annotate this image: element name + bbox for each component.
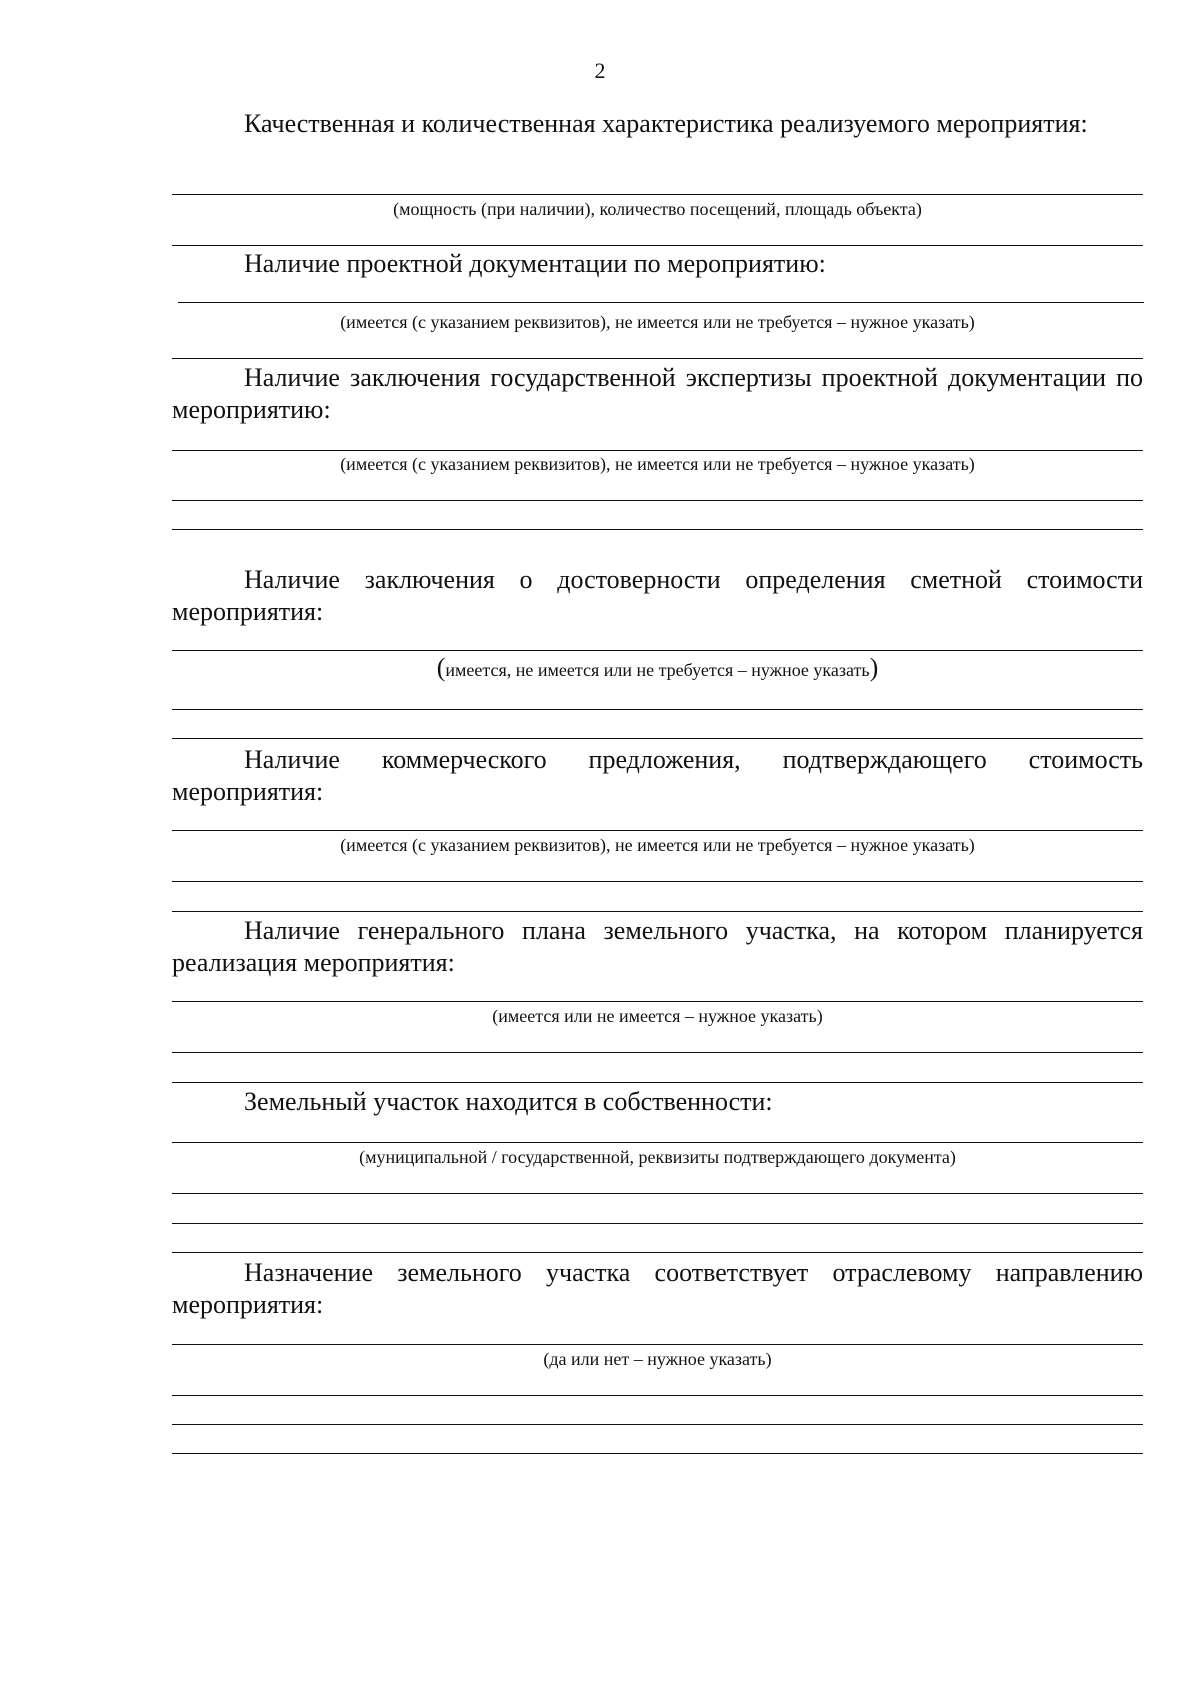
section-2-hint: (имеется (с указанием реквизитов), не имеется или не требуется – нужное указать)	[340, 312, 975, 332]
section-6-hint: (имеется или не имеется – нужное указать)	[492, 1006, 823, 1026]
section-5-hint: (имеется (с указанием реквизитов), не имеется или не требуется – нужное указать)	[340, 835, 975, 855]
fill-line[interactable]	[172, 450, 1143, 451]
fill-line[interactable]	[172, 1223, 1143, 1224]
fill-line[interactable]	[178, 302, 1144, 303]
fill-line[interactable]	[172, 738, 1143, 739]
fill-line[interactable]	[172, 1252, 1143, 1253]
section-6-text: Наличие генерального плана земельного участка, на котором планируется реализация мероприятия:	[172, 916, 1143, 977]
fill-line[interactable]	[172, 1453, 1143, 1454]
fill-line[interactable]	[172, 1344, 1143, 1345]
fill-line[interactable]	[172, 650, 1143, 651]
fill-line[interactable]	[172, 500, 1143, 501]
fill-line[interactable]	[172, 358, 1143, 359]
section-5-text: Наличие коммерческого предложения, подтверждающего стоимость мероприятия:	[172, 745, 1143, 806]
section-3-text: Наличие заключения государственной экспертизы проектной документации по мероприятию:	[172, 363, 1143, 424]
section-7-hint: (муниципальной / государственной, реквизиты подтверждающего документа)	[359, 1147, 956, 1167]
section-3-hint: (имеется (с указанием реквизитов), не имеется или не требуется – нужное указать)	[340, 454, 975, 474]
fill-line[interactable]	[172, 529, 1143, 530]
section-4-text: Наличие заключения о достоверности определения сметной стоимости мероприятия:	[172, 565, 1143, 626]
section-4-hint	[172, 653, 1143, 682]
fill-line[interactable]	[172, 911, 1143, 912]
fill-line[interactable]	[172, 1193, 1143, 1194]
fill-line[interactable]	[172, 709, 1143, 710]
fill-line[interactable]	[172, 1052, 1143, 1053]
fill-line[interactable]	[172, 1395, 1143, 1396]
hint-close-paren: )	[869, 653, 879, 682]
fill-line[interactable]	[172, 194, 1143, 195]
section-8-text: Назначение земельного участка соответствует отраслевому направлению мероприятия:	[172, 1258, 1143, 1319]
page-number: 2	[594, 58, 606, 83]
fill-line[interactable]	[172, 1424, 1143, 1425]
hint-open-paren: (	[436, 653, 446, 682]
section-1-text: Качественная и количественная характеристика реализуемого мероприятия:	[244, 109, 1088, 138]
section-7-text: Земельный участок находится в собственности:	[244, 1087, 773, 1116]
section-2-text: Наличие проектной документации по мероприятию:	[244, 249, 826, 278]
section-1-hint: (мощность (при наличии), количество посещений, площадь объекта)	[393, 199, 922, 219]
fill-line[interactable]	[172, 881, 1143, 882]
fill-line[interactable]	[172, 1082, 1143, 1083]
fill-line[interactable]	[172, 1001, 1143, 1002]
section-8-hint: (да или нет – нужное указать)	[543, 1349, 772, 1369]
section-4-hint-text: имеется, не имеется или не требуется – нужное указать	[445, 660, 870, 680]
fill-line[interactable]	[172, 1142, 1143, 1143]
fill-line[interactable]	[172, 830, 1143, 831]
fill-line[interactable]	[172, 245, 1143, 246]
